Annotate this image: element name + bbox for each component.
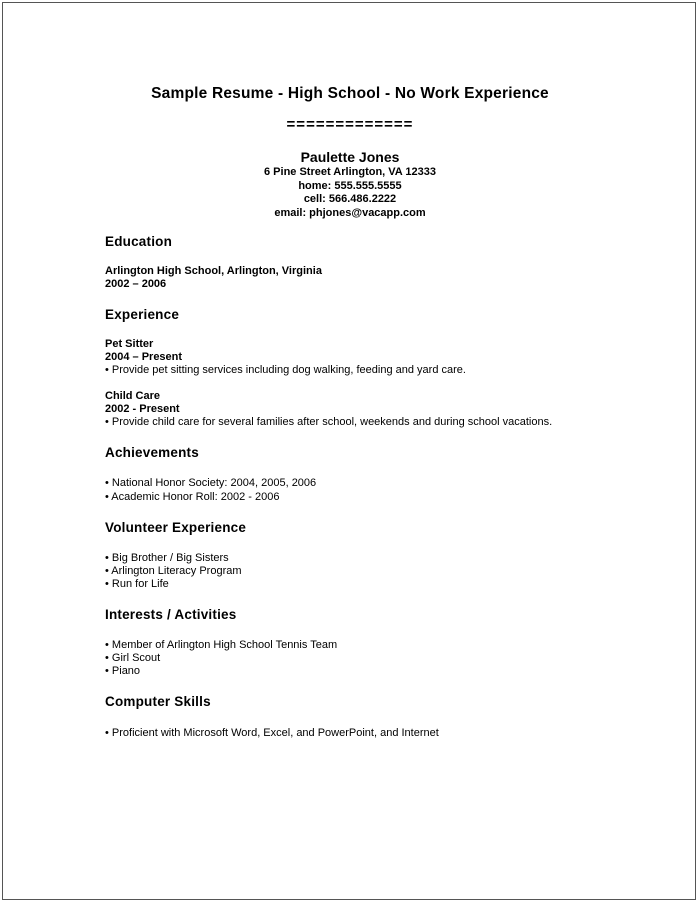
- home-phone: home: 555.555.5555: [298, 179, 402, 192]
- title-divider: =============: [286, 116, 414, 133]
- resume-title: Sample Resume - High School - No Work Experience: [151, 85, 549, 102]
- skills-heading: Computer Skills: [105, 694, 211, 709]
- experience-heading: Experience: [105, 307, 180, 322]
- list-item: • Arlington Literacy Program: [105, 565, 242, 577]
- candidate-name: Paulette Jones: [300, 149, 400, 165]
- volunteer-heading: Volunteer Experience: [105, 520, 247, 535]
- list-item: • Proficient with Microsoft Word, Excel, and PowerPoint, and Internet: [105, 727, 439, 739]
- list-item: • Girl Scout: [105, 652, 161, 664]
- list-item: • Big Brother / Big Sisters: [105, 552, 229, 564]
- address: 6 Pine Street Arlington, VA 12333: [264, 166, 436, 178]
- job-dates: 2002 - Present: [105, 403, 180, 415]
- list-item: • Member of Arlington High School Tennis Team: [105, 639, 338, 651]
- education-years: 2002 – 2006: [105, 278, 167, 290]
- interests-heading: Interests / Activities: [105, 607, 237, 622]
- list-item: • Academic Honor Roll: 2002 - 2006: [105, 491, 280, 503]
- contact-block: [0, 166, 700, 220]
- job-title: Child Care: [105, 390, 161, 402]
- job-dates: 2004 – Present: [105, 351, 183, 363]
- list-item: • National Honor Society: 2004, 2005, 2006: [105, 477, 317, 489]
- email: email: phjones@vacapp.com: [274, 206, 426, 219]
- list-item: • Run for Life: [105, 578, 169, 590]
- education-school: Arlington High School, Arlington, Virginia: [105, 265, 322, 277]
- cell-phone: cell: 566.486.2222: [303, 193, 397, 205]
- education-heading: Education: [105, 234, 173, 249]
- job-description: • Provide pet sitting services including dog walking, feeding and yard care.: [105, 364, 466, 376]
- list-item: • Piano: [105, 665, 141, 677]
- achievements-heading: Achievements: [105, 445, 199, 460]
- job-description: • Provide child care for several families after school, weekends and during school vacations.: [105, 416, 553, 428]
- job-title: Pet Sitter: [105, 338, 154, 350]
